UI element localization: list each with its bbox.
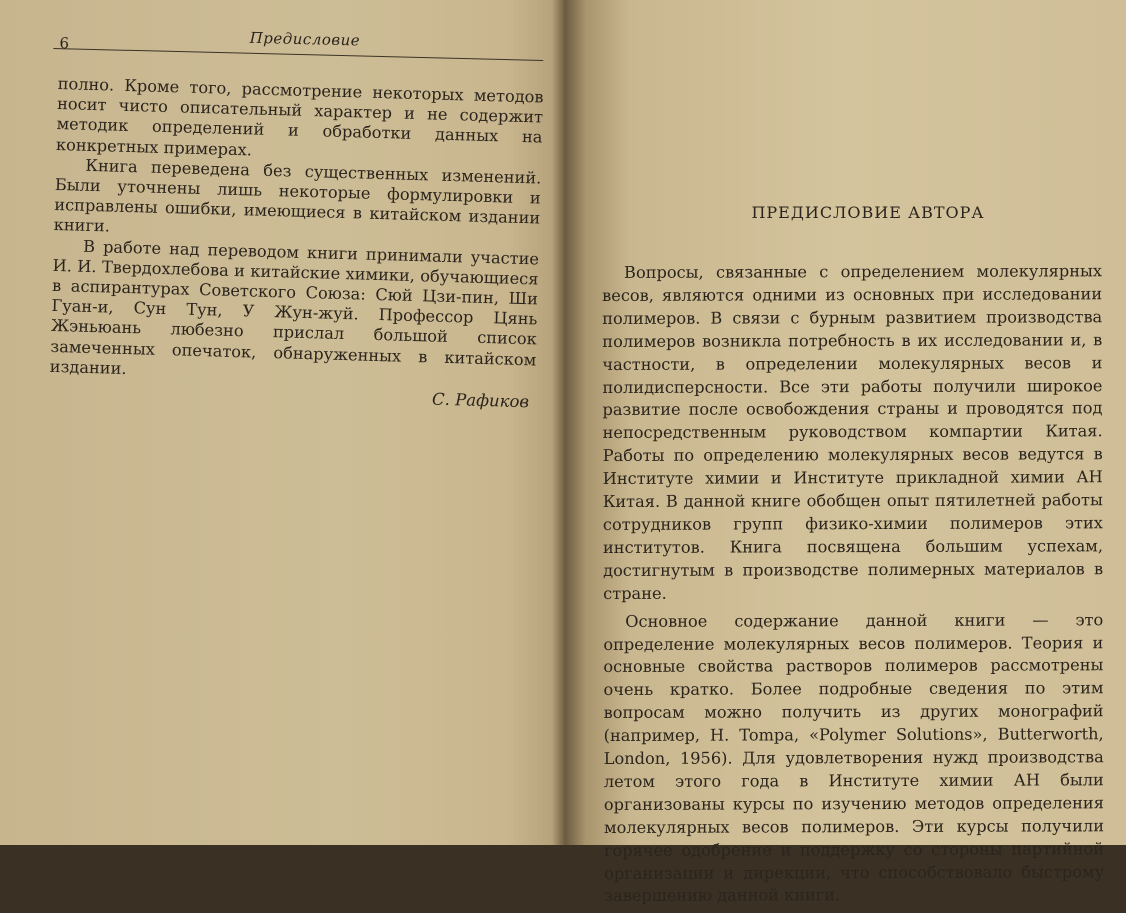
paragraph: Книга переведена без существенных изменений. Были уточнены лишь некоторые формулировки и исправлены ошибки, имеющиеся в китайском издании книги. <box>53 155 542 236</box>
running-title: Предисловие <box>249 28 361 50</box>
running-header <box>53 24 543 61</box>
left-page <box>0 0 560 845</box>
translator-signature: С. Рафиков <box>431 389 530 412</box>
page-number: 6 <box>59 34 70 53</box>
paragraph: полно. Кроме того, рассмотрение некоторых методов носит чисто описательный характер и не содержит методик определений и обработки данных на конкретных примерах. <box>55 74 544 160</box>
paragraph: Основное содержание данной книги — это определение молекулярных весов полимеров. Теория и основные свойства растворов полимеров рассмотрены очень кратко. Более подробные сведения по этим вопросам можно получить из других монографий (например, H. Tompa, «Polymer Solutions», Butterworth, London, 1956). Для удовлетворения нужд производства летом этого года в Институте химии АН были организованы курсы по изучению методов определения молекулярных весов полимеров. Эти курсы получили горячее одобрение и поддержку со стороны партийной организации и дирекции, что способствовало быстрому завершению данной книги. <box>603 609 1105 906</box>
right-page-text <box>602 260 1104 913</box>
right-page <box>566 0 1126 906</box>
section-heading: ПРЕДИСЛОВИЕ АВТОРА <box>751 203 985 222</box>
paragraph: В работе над переводом книги принимали участие И. И. Твердохлебова и китайские химики, обучающиеся в аспирантурах Советского Союза: Сюй Цзи-пин, Ши Гуан-и, Сун Тун, У Жун-жуй. Профессор Цянь Жэньюань любезно прислал большой список замеченных опечаток, обнаруженных в китайском издании. <box>49 236 540 378</box>
left-page-text <box>49 74 544 413</box>
paragraph: Вопросы, связанные с определением молекулярных весов, являются одними из основных при исследовании полимеров. В связи с бурным развитием производства полимеров возникла потребность в их исследовании и, в частности, в определении молекулярных весов и полидисперсности. Все эти работы получили широкое развитие после освобождения страны и проводятся под непосредственным руководством компартии Китая. Работы по определению молекулярных весов ведутся в Институте химии и Институте прикладной химии АН Китая. В данной книге обобщен опыт пятилетней работы сотрудников групп физико-химии полимеров этих институтов. Книга посвящена большим успехам, достигнутым в производстве полимерных материалов в стране. <box>602 261 1104 603</box>
